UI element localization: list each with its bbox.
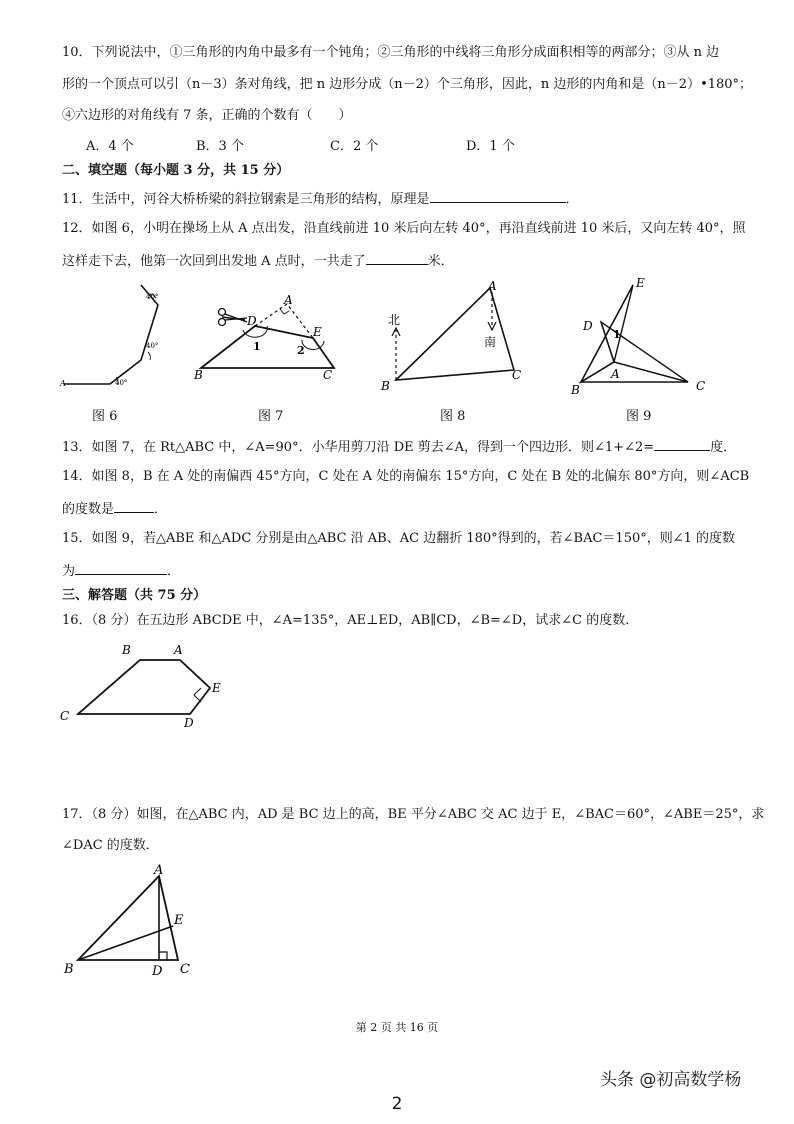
fig9-point-b: B [571,383,580,397]
page-number: 2 [391,1094,403,1114]
q10-choice-c: C．2 个 [330,139,379,154]
q17-triangle [78,876,178,960]
q17-point-a: A [154,863,164,878]
q12-line2-text: 这样走下去，他第一次回到出发地 A 点时，一共走了 [62,254,366,269]
figure-6 [64,285,158,384]
fig6-caption: 图 6 [92,409,118,424]
q15-line1: 15．如图 9，若△ABE 和△ADC 分别是由△ABC 沿 AB、AC 边翻折 180°得到的，若∠BAC＝150°，则∠1 的度数 [62,531,736,546]
fig7-point-b: B [194,368,203,382]
q10-line1: 10．下列说法中，①三角形的内角中最多有一个钝角；②三角形的中线将三角形分成面积相等的两部分；③从 n 边 [62,45,720,60]
fig9-point-a: A [611,367,620,381]
q14-line2-end: ． [154,502,168,517]
fig9-caption: 图 9 [626,409,652,424]
q11 [62,189,579,209]
q10-choice-b: B．3 个 [196,139,244,154]
fig8-point-b: B [381,379,390,393]
fig8-south-label: 南 [484,335,497,349]
fig6-angle-label-3: 40° [146,293,159,301]
q16-point-b: B [122,643,131,657]
q11-text: 11．生活中，河谷大桥桥梁的斜拉钢索是三角形的结构，原理是 [62,192,430,207]
q16-text: 16．（8 分）在五边形 ABCDE 中，∠A=135°，AE⊥ED，AB∥CD，∠B=∠D，试求∠C 的度数． [62,613,639,628]
q17-point-b: B [64,962,74,977]
fig7-angle-1: 1 [253,340,261,353]
page-footer: 第 2 页 共 16 页 [355,1021,439,1034]
q15-answer-blank [75,561,167,575]
q12-line2-end: 米． [427,254,454,269]
q16-point-c: C [60,709,70,723]
fig7-point-c: C [323,368,333,382]
q14-line2 [62,499,167,519]
q16-pentagon-figure [50,636,250,736]
q15-line2-text: 为 [62,564,76,579]
watermark: 头条 @初高数学杨 [600,1070,742,1090]
q14-answer-blank [114,499,154,513]
q17-point-d: D [152,964,163,979]
q12-line1: 12．如图 6，小明在操场上从 A 点出发，沿直线前进 10 米后向左转 40°，再沿直线前进 10 米后，又向左转 40°，照 [62,221,746,236]
fig7-point-a: A [284,293,293,307]
figure-8 [392,288,514,380]
section2-heading: 二、填空题（每小题 3 分，共 15 分） [62,163,290,178]
fig6-angle-label-1: 40° [115,379,128,387]
q13-end: 度． [710,440,737,455]
q17-line2: ∠DAC 的度数． [62,838,159,853]
q13-answer-blank [654,437,710,451]
fig9-point-d: D [583,319,593,333]
q11-answer-blank [430,189,566,203]
q15-line2-end: ． [167,564,181,579]
fig9-point-c: C [696,379,706,393]
fig8-north-label: 北 [388,313,401,327]
q15-line2 [62,561,180,581]
q17-triangle-figure [56,860,216,990]
fig7-point-d: D [247,314,257,328]
figure-9 [581,285,688,382]
q17-point-e: E [174,913,184,928]
figures-row [0,278,794,398]
q10-choice-a: A．4 个 [86,139,134,154]
q10-choice-d: D．1 个 [466,139,515,154]
q16-point-d: D [184,716,194,730]
fig9-point-e: E [636,278,645,290]
q13 [62,437,736,457]
q16-point-a: A [174,643,183,657]
q16-pentagon [78,660,210,714]
fig7-caption: 图 7 [258,409,284,424]
fig7-angle-2: 2 [297,344,305,357]
fig6-angle-label-2: 40° [146,342,159,350]
q17-line1: 17．（8 分）如图，在△ABC 内，AD 是 BC 边上的高，BE 平分∠ABC 交 AC 边于 E，∠BAC＝60°，∠ABE＝25°，求 [62,807,765,822]
fig8-caption: 图 8 [440,409,466,424]
section3-heading: 三、解答题（共 75 分） [62,588,207,603]
q12-line2 [62,251,454,271]
q14-line1: 14．如图 8，B 在 A 处的南偏西 45°方向，C 处在 A 处的南偏东 15°方向，C 处在 B 处的北偏东 80°方向，则∠ACB [62,469,750,484]
q14-line2-text: 的度数是 [62,502,115,517]
q10-line3: ④六边形的对角线有 7 条，正确的个数有（ ） [62,108,352,123]
fig8-point-c: C [512,368,522,382]
q16-point-e: E [212,681,221,695]
q13-text: 13．如图 7，在 Rt△ABC 中，∠A=90°．小华用剪刀沿 DE 剪去∠A，得到一个四边形．则∠1+∠2= [62,440,655,455]
q11-end: ． [565,192,579,207]
fig8-point-a: A [488,279,497,293]
q10-line2: 形的一个顶点可以引（n－3）条对角线，把 n 边形分成（n－2）个三角形，因此，n 边形的内角和是（n－2）•180°； [62,77,753,92]
q17-point-c: C [180,962,190,977]
fig6-point-a: A [60,379,66,388]
fig7-point-e: E [313,325,322,339]
fig9-angle-1: 1 [613,328,621,341]
q12-answer-blank [366,251,428,265]
